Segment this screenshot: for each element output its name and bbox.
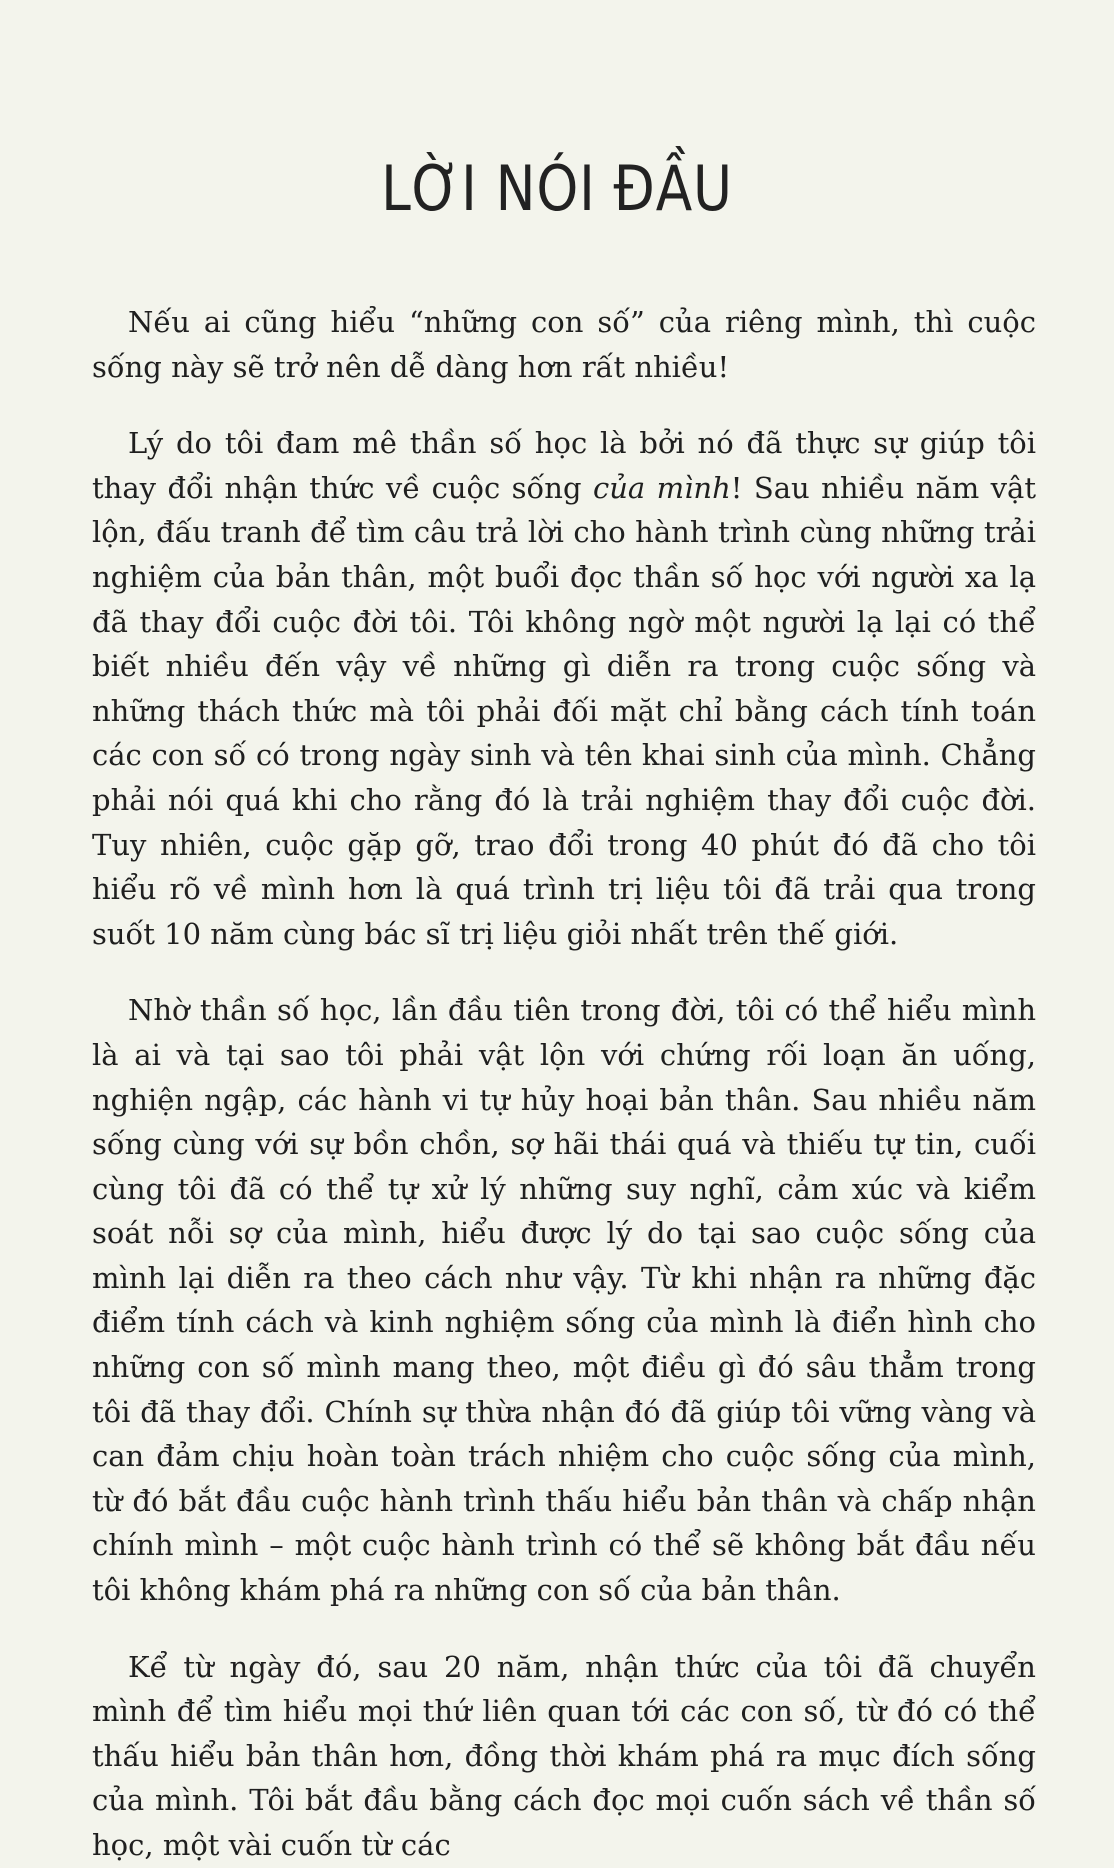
paragraph-3: Nhờ thần số học, lần đầu tiên trong đời, tôi có thể hiểu mình là ai và tại sao tôi phải vật lộn với chứng rối loạn ăn uống, nghiện ngập, các hành vi tự hủy hoại bản thân. Sau nhiều năm sống cùng với sự bồn chồn, sợ hãi thái quá và thiếu tự tin, cuối cùng tôi đã có thể tự xử lý những suy nghĩ, cảm xúc và kiểm soát nỗi sợ của mình, hiểu được lý do tại sao cuộc sống của mình lại diễn ra theo cách như vậy. Từ khi nhận ra những đặc điểm tính cách và kinh nghiệm sống của mình là điển hình cho những con số mình mang theo, một điều gì đó sâu thẳm trong tôi đã thay đổi. Chính sự thừa nhận đó đã giúp tôi vững vàng và can đảm chịu hoàn toàn trách nhiệm cho cuộc sống của mình, từ đó bắt đầu cuộc hành trình thấu hiểu bản thân và chấp nhận chính mình – một cuộc hành trình có thể sẽ không bắt đầu nếu tôi không khám phá ra những con số của bản thân.: [92, 993, 1036, 1608]
paragraph-2-text-end: ! Sau nhiều năm vật lộn, đấu tranh để tìm câu trả lời cho hành trình cùng những trải nghiệm của bản thân, một buổi đọc thần số học với người xa lạ đã thay đổi cuộc đời tôi. Tôi không ngờ một người lạ lại có thể biết nhiều đến vậy về những gì diễn ra trong cuộc sống và những thách thức mà tôi phải đối mặt chỉ bằng cách tính toán các con số có trong ngày sinh và tên khai sinh của mình. Chẳng phải nói quá khi cho rằng đó là trải nghiệm thay đổi cuộc đời. Tuy nhiên, cuộc gặp gỡ, trao đổi trong 40 phút đó đã cho tôi hiểu rõ về mình hơn là quá trình trị liệu tôi đã trải qua trong suốt 10 năm cùng bác sĩ trị liệu giỏi nhất trên thế giới.: [92, 470, 1036, 951]
body-text: [92, 300, 1036, 1868]
paragraph-1: Nếu ai cũng hiểu “những con số” của riêng mình, thì cuộc sống này sẽ trở nên dễ dàng hơn rất nhiều!: [92, 305, 1036, 384]
paragraph-2-italic: của mình: [592, 470, 731, 505]
page-title: LỜI NÓI ĐẦU: [381, 152, 733, 225]
paragraph-4: Kể từ ngày đó, sau 20 năm, nhận thức của tôi đã chuyển mình để tìm hiểu mọi thứ liên quan tới các con số, từ đó có thể thấu hiểu bản thân hơn, đồng thời khám phá ra mục đích sống của mình. Tôi bắt đầu bằng cách đọc mọi cuốn sách về thần số học, một vài cuốn từ các: [92, 1649, 1036, 1862]
paragraph-2-text-start: Lý do tôi đam mê thần số học là bởi nó đã thực sự giúp tôi thay đổi nhận thức về cuộc sống: [92, 426, 1036, 505]
paragraph-2: [92, 421, 1036, 956]
